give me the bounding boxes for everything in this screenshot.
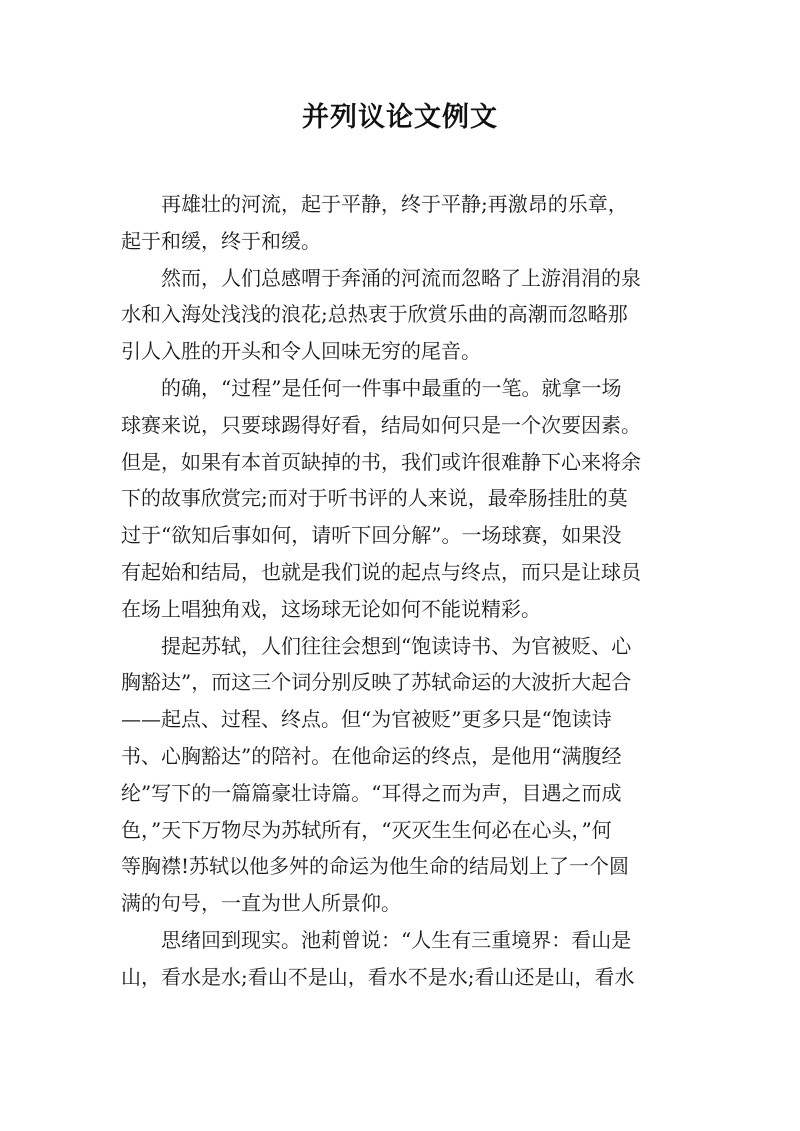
text-line: 等胸襟!苏轼以他多舛的命运为他生命的结局划上了一个圆 [121, 854, 630, 879]
text-line: 再雄壮的河流，起于平静，终于平静;再激昂的乐章， [161, 192, 628, 216]
text-line: 起于和缓，终于和缓。 [121, 228, 321, 253]
text-line: 满的句号，一直为世人所景仰。 [121, 891, 401, 916]
paragraph-4 [121, 628, 681, 922]
text-line: 色，”天下万物尽为苏轼所有，“灭灭生生何必在心头，”何 [121, 817, 612, 842]
text-line: 纶”写下的一篇篇豪壮诗篇。“耳得之而为声，目遇之而成 [121, 780, 622, 805]
text-line: 提起苏轼，人们往往会想到“饱读诗书、为官被贬、心 [161, 633, 632, 658]
text-line: 胸豁达”，而这三个词分别反映了苏轼命运的大波折大起合 [121, 670, 632, 695]
text-line: 在场上唱独角戏，这场球无论如何不能说精彩。 [121, 596, 541, 621]
paragraph-1 [121, 186, 681, 260]
text-line: ——起点、过程、终点。但“为官被贬”更多只是“饱读诗 [121, 707, 612, 732]
document-body [121, 186, 681, 996]
text-line: 书、心胸豁达”的陪衬。在他命运的终点，是他用“满腹经 [121, 743, 622, 768]
text-line: 引人入胜的开头和令人回味无穷的尾音。 [121, 339, 481, 364]
text-line: 球赛来说，只要球踢得好看，结局如何只是一个次要因素。 [121, 412, 641, 437]
text-line: 有起始和结局，也就是我们说的起点与终点，而只是让球员 [121, 559, 641, 584]
text-line: 山，看水是水;看山不是山，看水不是水;看山还是山，看水 [121, 964, 635, 989]
paragraph-3 [121, 370, 681, 628]
paragraph-5 [121, 922, 681, 996]
text-line: 过于“欲知后事如何，请听下回分解”。一场球赛，如果没 [121, 523, 622, 548]
text-line: 水和入海处浅浅的浪花;总热衷于欣赏乐曲的高潮而忽略那 [121, 302, 628, 327]
text-line: 的确，“过程”是任何一件事中最重的一笔。就拿一场 [161, 375, 622, 400]
text-line: 然而，人们总感喟于奔涌的河流而忽略了上游涓涓的泉 [161, 265, 641, 290]
paragraph-2 [121, 260, 681, 370]
text-line: 但是，如果有本首页缺掉的书，我们或许很难静下心来将余 [121, 449, 641, 474]
text-line: 思绪回到现实。池莉曾说：“人生有三重境界：看山是 [161, 927, 632, 952]
page-title: 并列议论文例文 [302, 102, 498, 133]
text-line: 下的故事欣赏完;而对于听书评的人来说，最牵肠挂肚的莫 [121, 486, 628, 511]
